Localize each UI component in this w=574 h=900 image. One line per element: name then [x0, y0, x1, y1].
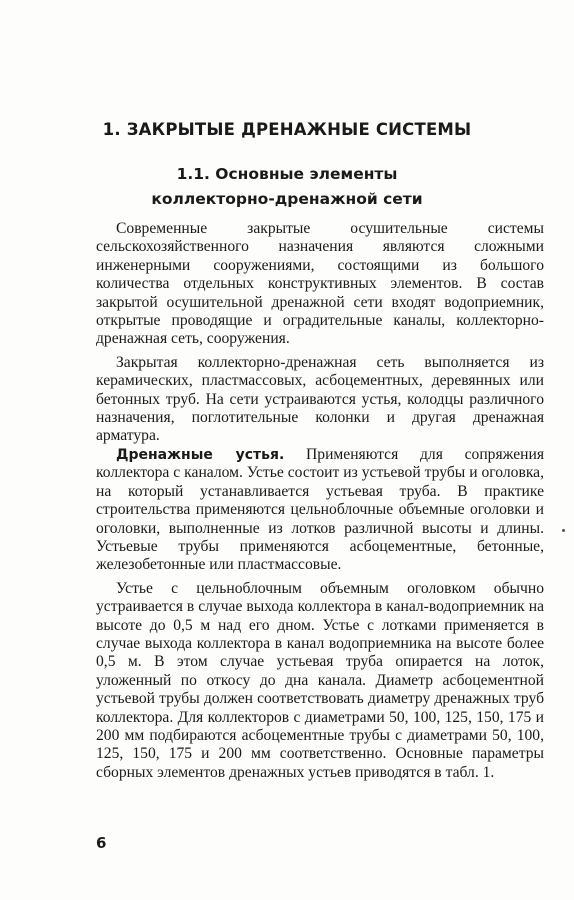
section-title: [0, 162, 574, 212]
print-speck: [562, 529, 565, 532]
paragraph-text: Устье с цельноблочным объемным оголовком обычно устраивается в случае выхода коллектора в канал-водоприемник на высоте до 0,5 м над его дном. Устье с лотками применяется в случае выхода коллектора в канал водоприемника на высоте более 0,5 м. В этом случае устьевая труба опирается на лоток, уложенный по откосу до дна канала. Диаметр асбоцементной устьевой трубы должен соответствовать диаметру дренажных труб коллектора. Для коллекторов с диаметрами 50, 100, 125, 150, 175 и 200 мм подбираются асбоцементные трубы с диаметрами 50, 100, 125, 150, 175 и 200 мм соответственно. Основные параметры сборных элементов дренажных устьев приводятся в табл. 1.: [96, 579, 544, 781]
paragraph-text: Закрытая коллекторно-дренажная сеть выполняется из керамических, пластмассовых, асбоцементных, деревянных или бетонных труб. На сети устраиваются устья, колодцы различного назначения, поглотительные колонки и другая дренажная арматура.: [96, 353, 544, 445]
paragraph-heading: Дренажные устья.: [116, 446, 285, 463]
paragraph-network: [96, 354, 544, 446]
chapter-title: 1. ЗАКРЫТЫЕ ДРЕНАЖНЫЕ СИСТЕМЫ: [102, 120, 472, 139]
paragraph-outlets: [96, 446, 544, 575]
section-title-line-1: 1.1. Основные элементы: [176, 165, 398, 183]
body-text: [96, 220, 544, 782]
paragraph-intro: [96, 220, 544, 349]
section-title-line-2: коллекторно-дренажной сети: [151, 190, 423, 208]
paragraph-text: Применяются для сопряжения коллектора с каналом. Устье состоит из устьевой трубы и оголовка, на который устанавливается устьевая труба. В практике строительства применяются цельноблочные объемные оголовки и оголовки, выполненные из лотков различной высоты и длины. Устьевые трубы применяются асбоцементные, бетонные, железобетонные или пластмассовые.: [96, 445, 544, 574]
paragraph-outlet-details: [96, 580, 544, 782]
page-number: 6: [96, 834, 107, 852]
paragraph-text: Современные закрытые осушительные системы сельскохозяйственного назначения являются сложными инженерными сооружениями, состоящими из большого количества отдельных конструктивных элементов. В состав закрытой осушительной дренажной сети входят водоприемник, открытые проводящие и оградительные каналы, коллекторно-дренажная сеть, сооружения.: [96, 220, 544, 348]
